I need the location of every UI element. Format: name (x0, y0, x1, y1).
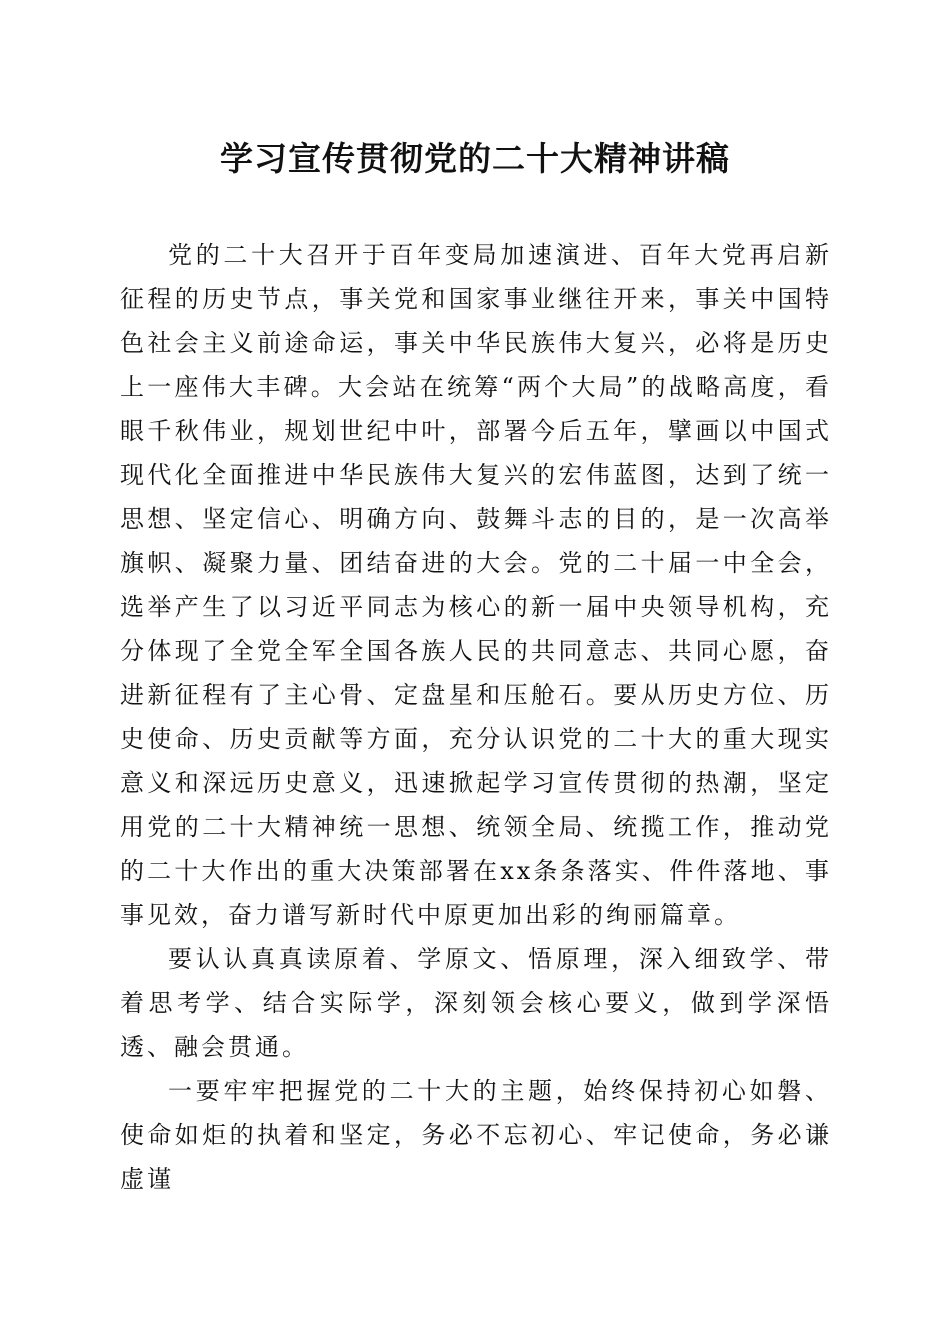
paragraph: 党的二十大召开于百年变局加速演进、百年大党再启新征程的历史节点，事关党和国家事业继往开来，事关中国特色社会主义前途命运，事关中华民族伟大复兴，必将是历史上一座伟大丰碑。大会站在统筹“两个大局”的战略高度，看眼千秋伟业，规划世纪中叶，部署今后五年，擘画以中国式现代化全面推进中华民族伟大复兴的宏伟蓝图，达到了统一思想、坚定信心、明确方向、鼓舞斗志的目的，是一次高举旗帜、凝聚力量、团结奋进的大会。党的二十届一中全会，选举产生了以习近平同志为核心的新一届中央领导机构，充分体现了全党全军全国各族人民的共同意志、共同心愿，奋进新征程有了主心骨、定盘星和压舱石。要从历史方位、历史使命、历史贡献等方面，充分认识党的二十大的重大现实意义和深远历史意义，迅速掀起学习宣传贯彻的热潮，坚定用党的二十大精神统一思想、统领全局、统揽工作，推动党的二十大作出的重大决策部署在xx条条落实、件件落地、事事见效，奋力谱写新时代中原更加出彩的绚丽篇章。 (120, 241, 832, 929)
document-title: 学习宣传贯彻党的二十大精神讲稿 (220, 139, 730, 178)
paragraph: 一要牢牢把握党的二十大的主题，始终保持初心如磐、使命如炬的执着和坚定，务必不忘初心、牢记使命，务必谦虚谨 (120, 1077, 832, 1193)
document-body (120, 233, 832, 1201)
paragraph: 要认认真真读原着、学原文、悟原理，深入细致学、带着思考学、结合实际学，深刻领会核心要义，做到学深悟透、融会贯通。 (120, 945, 832, 1061)
